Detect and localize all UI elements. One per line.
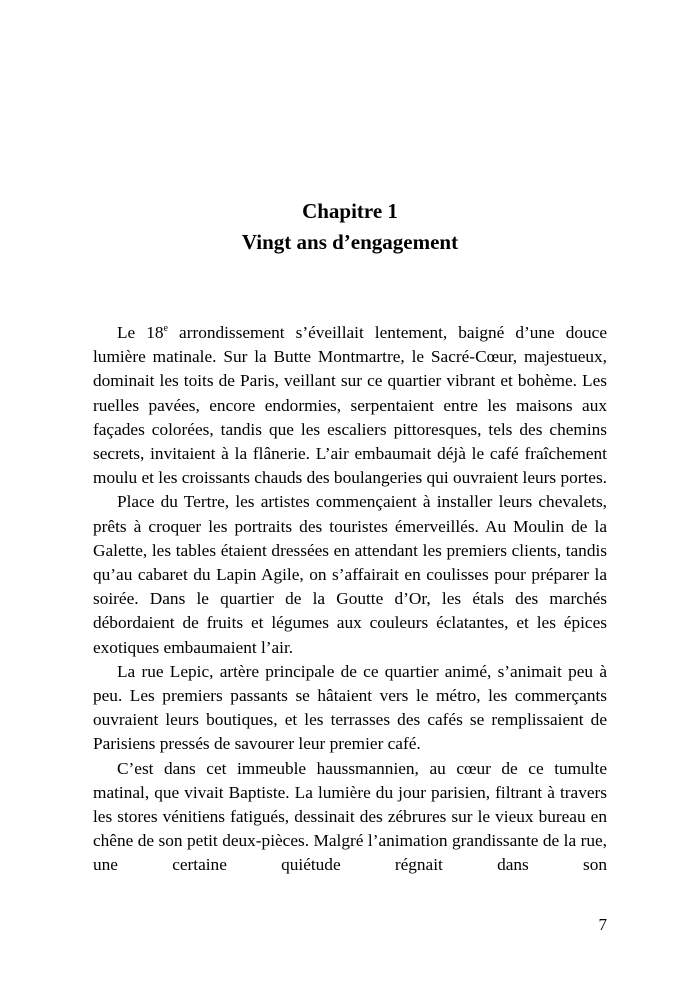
paragraph-1-lead: Le 18 xyxy=(117,323,164,342)
paragraph-3: La rue Lepic, artère principale de ce quartier animé, s’animait peu à peu. Les premiers passants se hâtaient vers le métro, les commerçants ouvraient leurs boutiques, et les terrasses des cafés se remplissaient de Parisiens pressés de savourer leur premier café. xyxy=(93,661,607,754)
ordinal-superscript: e xyxy=(163,323,168,334)
paragraph-1-text: arrondissement s’éveillait lentement, baigné d’une douce lumière matinale. Sur la Butte Montmartre, le Sacré-Cœur, majestueux, dominait les toits de Paris, veillant sur ce quartier vibrant et bohème. Les ruelles pavées, encore endormies, serpentaient entre les maisons aux façades colorées, tandis que les escaliers pittoresques, tels des chemins secrets, invitaient à la flânerie. L’air embaumait déjà le café fraîchement moulu et les croissants chauds des boulangeries qui ouvraient leurs portes. xyxy=(93,323,608,488)
chapter-body xyxy=(93,321,607,878)
page-number: 7 xyxy=(598,915,607,934)
paragraph-4: C’est dans cet immeuble haussmannien, au cœur de ce tumulte matinal, que vivait Baptiste. La lumière du jour parisien, filtrant à travers les stores vénitiens fatigués, dessinait des zébrures sur le vieux bureau en chêne de son petit deux-pièces. Malgré l’animation grandissante de la rue, une certaine quiétude régnait dans son xyxy=(93,758,607,875)
chapter-number: Chapitre 1 xyxy=(302,199,398,223)
paragraph-1 xyxy=(93,321,607,490)
paragraph-2: Place du Tertre, les artistes commençaient à installer leurs chevalets, prêts à croquer les portraits des touristes émerveillés. Au Moulin de la Galette, les tables étaient dressées en attendant les premiers clients, tandis qu’au cabaret du Lapin Agile, on s’affairait en coulisses pour préparer la soirée. Dans le quartier de la Goutte d’Or, les étals des marchés débordaient de fruits et légumes aux couleurs éclatantes, et les épices exotiques embaumaient l’air. xyxy=(93,492,607,657)
chapter-title: Vingt ans d’engagement xyxy=(241,230,459,254)
